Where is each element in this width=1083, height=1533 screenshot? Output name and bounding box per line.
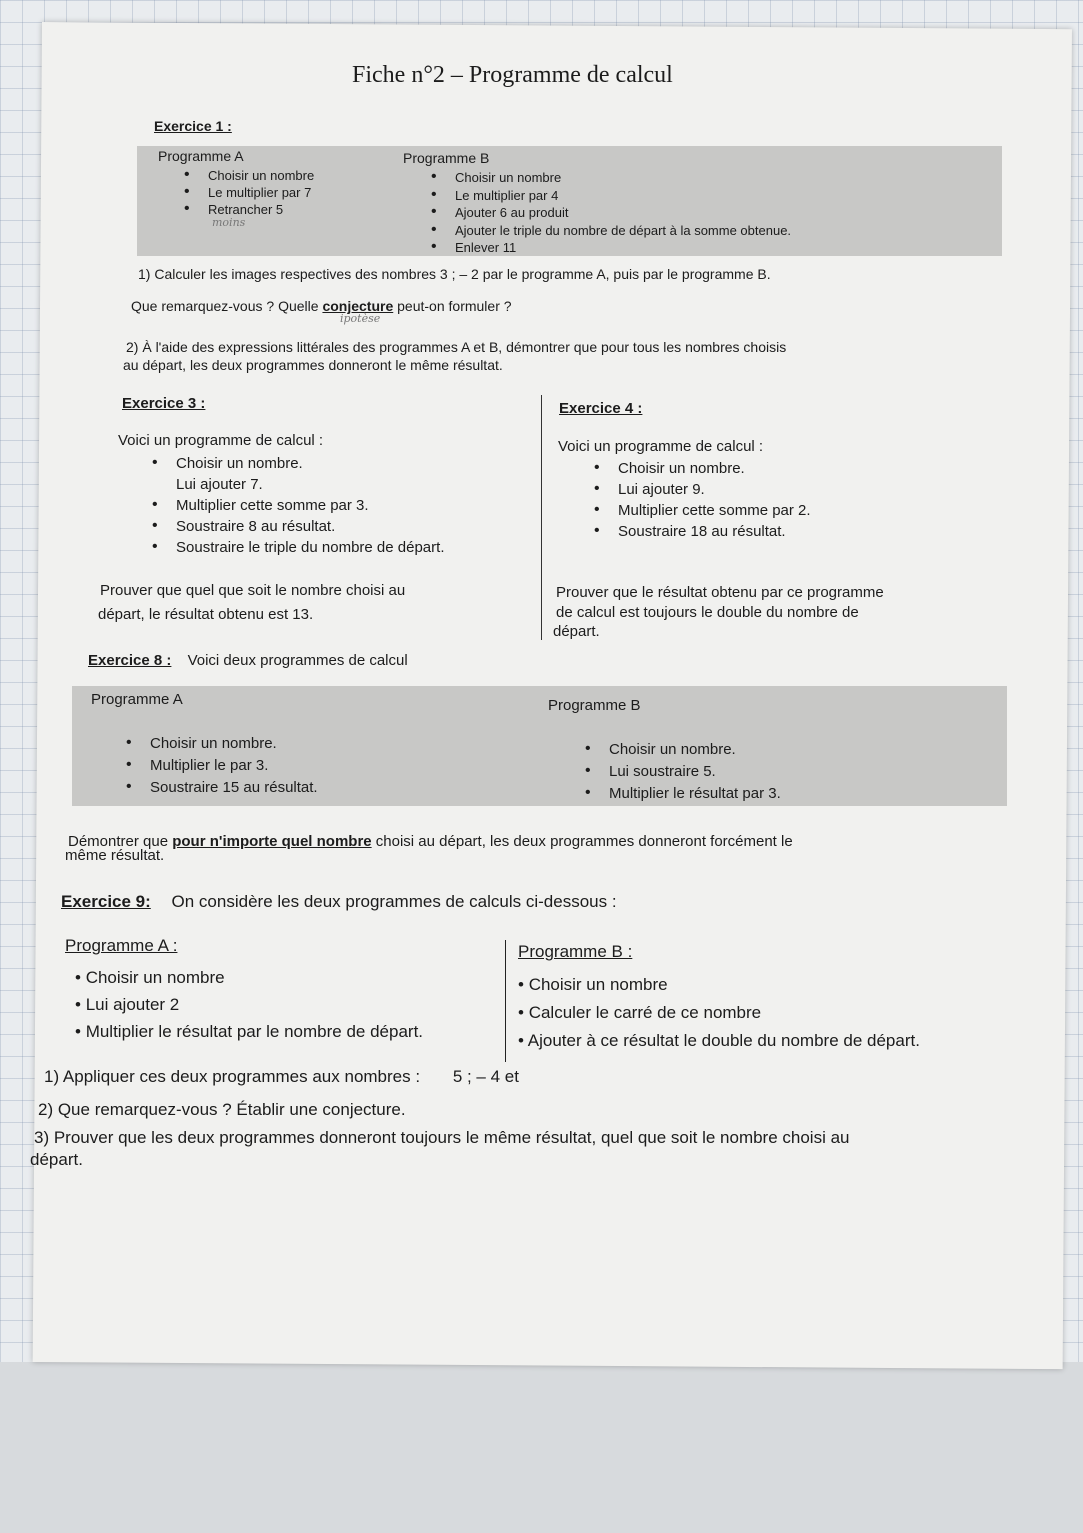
list-item: • Le multiplier par 7 — [208, 184, 314, 201]
ex3-steps — [176, 453, 444, 558]
text: Multiplier le résultat par le nombre de départ. — [85, 1022, 424, 1041]
ex4-steps — [618, 458, 811, 542]
ex8-progA-steps — [150, 733, 318, 799]
list-item: • Soustraire 15 au résultat. — [150, 777, 318, 799]
text: Calculer le carré de ce nombre — [528, 1003, 762, 1022]
ex8-progB-title: Programme B — [548, 697, 641, 714]
ex9-progA-steps — [75, 964, 423, 1045]
list-item: • Lui soustraire 5. — [609, 761, 781, 783]
list-item: • Multiplier cette somme par 2. — [618, 500, 811, 521]
ex3-prove-line1: Prouver que quel que soit le nombre choisi au — [100, 582, 406, 599]
text: Choisir un nombre — [528, 975, 668, 994]
list-item: • Choisir un nombre. — [609, 739, 781, 761]
text: peut-on formuler ? — [393, 298, 512, 314]
ex1-question-2-line2: au départ, les deux programmes donneront le même résultat. — [123, 357, 503, 373]
ex9-header-line — [61, 892, 617, 912]
ex9-progB-title: Programme B : — [518, 942, 633, 961]
ex8-progB-steps — [609, 739, 781, 805]
list-item: • Choisir un nombre. — [618, 458, 811, 479]
ex9-progA-title: Programme A : — [65, 936, 178, 955]
list-item: • Ajouter à ce résultat le double du nombre de départ. — [518, 1031, 920, 1050]
ex8-question-line1 — [68, 833, 793, 850]
ex4-heading: Exercice 4 : — [559, 400, 643, 417]
list-item: • Ajouter 6 au produit — [455, 204, 791, 222]
ex1-progB-steps — [455, 169, 791, 257]
list-item: • Soustraire 18 au résultat. — [618, 521, 811, 542]
list-item: • Multiplier le résultat par le nombre de départ. — [75, 1022, 424, 1041]
handwritten-note: moins — [212, 216, 246, 229]
ex4-intro: Voici un programme de calcul : — [558, 438, 764, 455]
list-item: Lui ajouter 7. — [176, 476, 263, 493]
ex9-question-3-line1: 3) Prouver que les deux programmes donneront toujours le même résultat, quel que soit le nombre choisi au — [34, 1128, 850, 1147]
list-item: • Choisir un nombre — [75, 968, 225, 987]
list-item: • Choisir un nombre. — [150, 733, 318, 755]
ex1-progA-title: Programme A — [158, 148, 244, 164]
ex8-question-line2: même résultat. — [65, 847, 165, 864]
list-item: • Multiplier le résultat par 3. — [609, 783, 781, 805]
ex9-progB-steps — [518, 971, 920, 1055]
ex9-question-2: 2) Que remarquez-vous ? Établir une conjecture. — [38, 1100, 406, 1119]
list-item: • Ajouter le triple du nombre de départ à la somme obtenue. — [455, 222, 791, 240]
keyword: pour n'importe quel nombre — [172, 833, 372, 850]
ex9-heading: Exercice 9: — [61, 892, 151, 911]
ex9-question-3-line2: départ. — [30, 1150, 83, 1169]
list-item: • Le multiplier par 4 — [455, 187, 791, 205]
list-item: • Calculer le carré de ce nombre — [518, 1003, 762, 1022]
ex9-question-1 — [44, 1067, 519, 1087]
text: Choisir un nombre — [85, 968, 225, 987]
ex1-progA-steps — [208, 167, 314, 218]
ex3-heading: Exercice 3 : — [122, 395, 206, 412]
handwritten-note: ipotèse — [340, 312, 381, 325]
list-item: • Choisir un nombre — [518, 975, 668, 994]
ex3-intro: Voici un programme de calcul : — [118, 432, 324, 449]
text: 1) Appliquer ces deux programmes aux nombres : — [44, 1067, 421, 1086]
text: Lui ajouter 2 — [85, 995, 180, 1014]
list-item: • Choisir un nombre. — [176, 453, 444, 474]
list-item: • Lui ajouter 9. — [618, 479, 811, 500]
ex1-progB-title: Programme B — [403, 150, 490, 166]
list-item: • Soustraire 8 au résultat. — [176, 516, 444, 537]
text: Ajouter à ce résultat le double du nombre de départ. — [527, 1031, 920, 1050]
list-item: • Enlever 11 — [455, 239, 791, 257]
ex1-question-1: 1) Calculer les images respectives des nombres 3 ; – 2 par le programme A, puis par le programme B. — [138, 266, 771, 282]
list-item: • Retrancher 5 — [208, 201, 314, 218]
column-divider — [505, 940, 506, 1062]
page-title: Fiche n°2 – Programme de calcul — [352, 62, 673, 88]
ex8-heading: Exercice 8 : — [88, 652, 172, 669]
ex1-question-2-line1: 2) À l'aide des expressions littérales des programmes A et B, démontrer que pour tous les nombres choisis — [126, 339, 787, 355]
ex1-question-1b — [131, 298, 512, 314]
column-divider — [541, 395, 542, 640]
ex9-intro: On considère les deux programmes de calculs ci-dessous : — [171, 892, 617, 911]
desk-surface — [0, 1362, 1083, 1533]
ex8-progA-title: Programme A — [91, 691, 183, 708]
text: Que remarquez-vous ? Quelle — [131, 298, 323, 314]
values: 5 ; – 4 et — [452, 1067, 519, 1086]
ex4-prove-line2: de calcul est toujours le double du nombre de — [556, 604, 859, 621]
ex1-heading: Exercice 1 : — [154, 118, 232, 134]
ex4-prove-line1: Prouver que le résultat obtenu par ce programme — [556, 584, 884, 601]
ex3-prove-line2: départ, le résultat obtenu est 13. — [98, 606, 314, 623]
ex4-prove-line3: départ. — [553, 623, 600, 640]
text: Démontrer que — [68, 833, 173, 850]
list-item: • Choisir un nombre — [208, 167, 314, 184]
list-item: • Choisir un nombre — [455, 169, 791, 187]
ex8-header-line — [88, 652, 408, 669]
text: choisi au départ, les deux programmes donneront forcément le — [371, 833, 793, 850]
list-item: • Soustraire le triple du nombre de départ. — [176, 537, 444, 558]
ex8-intro: Voici deux programmes de calcul — [187, 652, 408, 669]
list-item: • Multiplier cette somme par 3. — [176, 495, 444, 516]
keyword: conjecture — [322, 298, 394, 314]
list-item: • Multiplier le par 3. — [150, 755, 318, 777]
list-item: • Lui ajouter 2 — [75, 995, 180, 1014]
